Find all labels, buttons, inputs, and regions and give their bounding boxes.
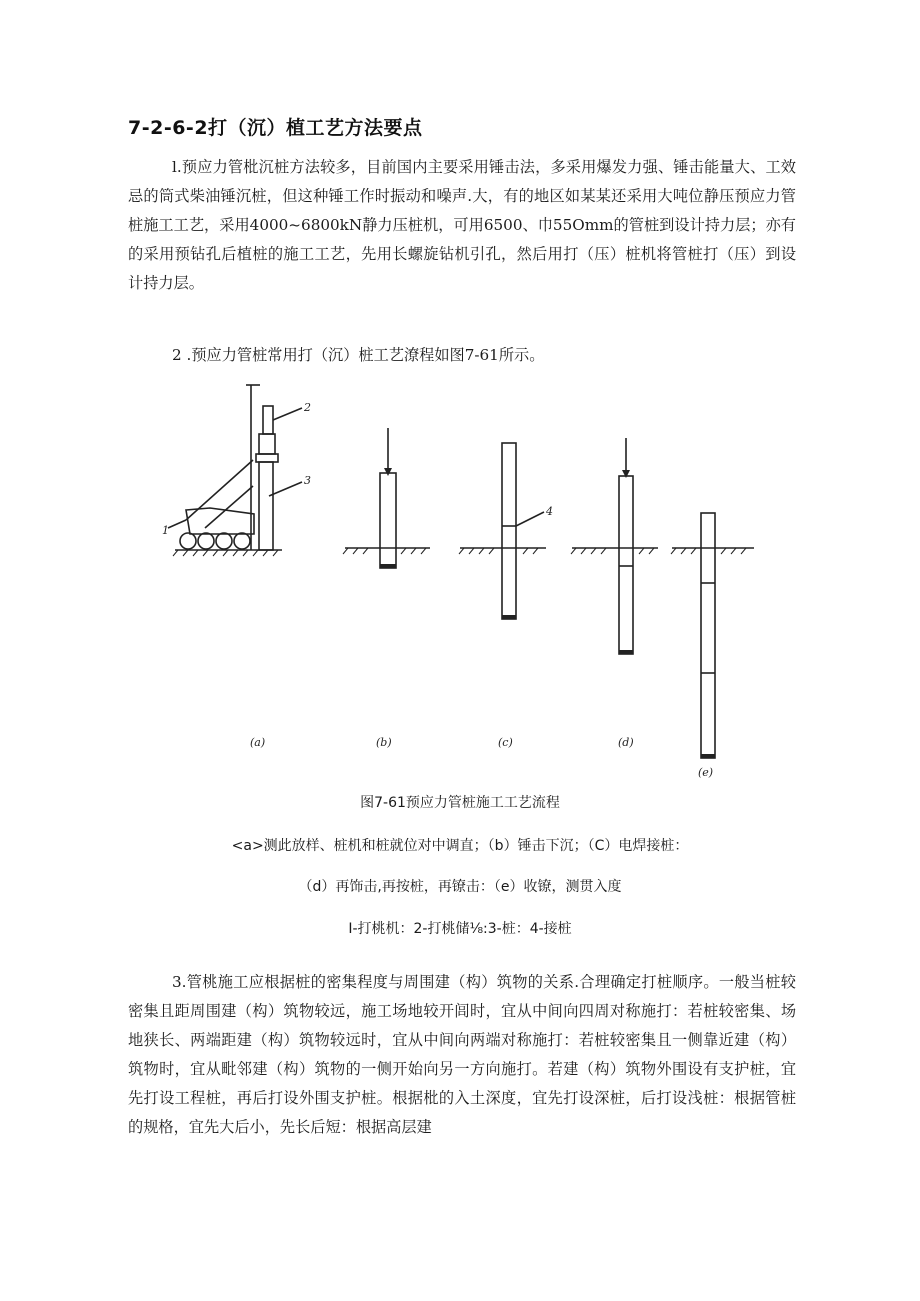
label-d: (d) (618, 736, 634, 749)
label-4: 4 (546, 505, 553, 518)
label-2: 2 (304, 401, 311, 414)
label-3: 3 (304, 474, 311, 487)
pile-driver-rig (168, 385, 302, 550)
pile-c (460, 443, 546, 619)
caption-line-1: <a>测此放样、桩机和桩就位对中调直；（b）锤击下沉；（C）电焊接桩： (231, 838, 689, 854)
label-b: (b) (376, 736, 392, 749)
pile-b (345, 428, 430, 568)
paragraph-3: 3.管桃施工应根据桩的密集程度与周围建（构）筑物的关系.合理确定打桩顺序。一般当桩较密集且距周围建（构）筑物较远，施工场地较开闾时，宜从中间向四周对称施打：若桩较密集、场地狭长、两端距建（构）筑物较远时，宜从中间向两端对称施打：若桩较密集且一侧靠近建（构）筑物时，宜从毗邻建（构）筑物的一侧开始向另一方向施打。若建（构）筑物外围设有支护桩，宜先打设工程桩，再后打设外围支护桩。根据枇的入土深度，宜先打设深桩，后打设浅桩：根据管桩的规格，宜先大后小，先长后短：根据高层建 (128, 973, 796, 1136)
label-1: 1 (162, 524, 169, 537)
label-e: (e) (698, 766, 714, 779)
figure-title: 图7-61预应力管桩施工工艺流程 (360, 795, 560, 811)
caption-line-2: （d）再饰击,再按桩，再镣击：（e）收镣，测贯入度 (298, 879, 622, 895)
caption-line-3: I-打桃机：2-打桃储⅛:3-桩：4-接桩 (348, 921, 572, 937)
paragraph-2: 2 .预应力管桩常用打（沉）桩工艺潦程如图7-61所示。 (172, 346, 545, 364)
section-heading: 7-2-6-2打（沉）植工艺方法要点 (128, 117, 423, 139)
label-c: (c) (498, 736, 513, 749)
pile-d (572, 438, 658, 654)
label-a: (a) (250, 736, 266, 749)
paragraph-1: l.预应力管枇沉桩方法较多，目前国内主要采用锤击法，多采用爆发力强、锤击能量大、工效忌的筒式柴油锤沉桩，但这种锤工作时振动和噪声.大，有的地区如某某还采用大吨位静压预应力管桩施工工艺，采用4000~6800kN静力压桩机，可用6500、巾55Omm的管桩到设计持力层；亦有的采用预钻孔后植桩的施工工艺，先用长螺旋钻机引孔，然后用打（压）桩机将管桩打（压）到设计持力层。 (128, 158, 796, 292)
pile-process-figure (150, 378, 770, 782)
